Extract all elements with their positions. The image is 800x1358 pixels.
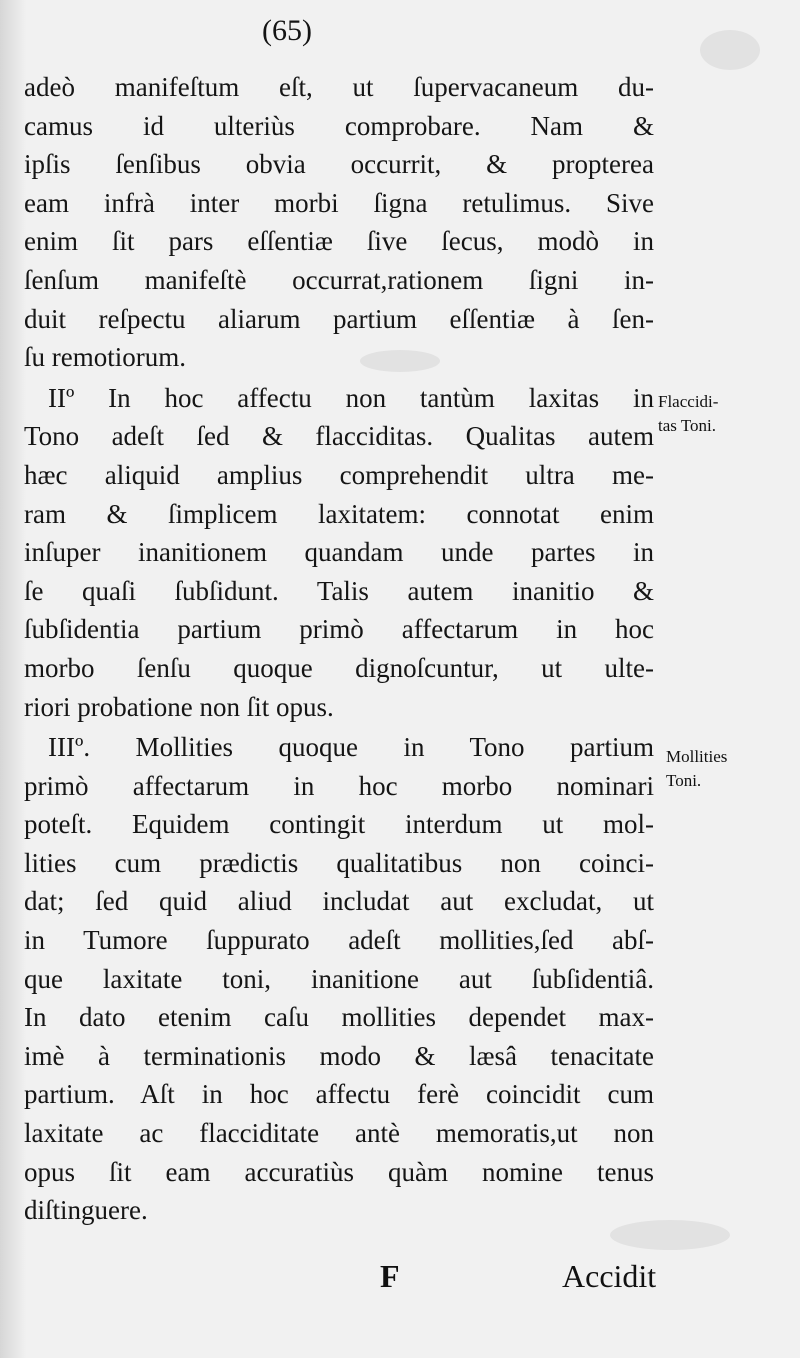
text-line: in Tumore ſuppurato adeſt mollities,ſed abſ- [24, 925, 654, 956]
text-line: que laxitate toni, inanitione aut ſubſidentiâ. [24, 963, 654, 994]
text-line: camus id ulteriùs comprobare. Nam & [24, 110, 654, 141]
text-line: dat; ſed quid aliud includat aut excludat, ut [24, 886, 654, 917]
text-line: laxitate ac flacciditate antè memoratis,ut non [24, 1118, 654, 1149]
text-line: imè à terminationis modo & læsâ tenacitate [24, 1040, 654, 1071]
text-line: In dato etenim caſu mollities dependet max- [24, 1002, 654, 1033]
text-line: adeò manifeſtum eſt, ut ſupervacaneum du- [24, 72, 654, 102]
text-line: diſtinguere. [24, 1195, 148, 1226]
text-line: enim ſit pars eſſentiæ ſive ſecus, modò in [24, 226, 654, 257]
text-line: ſenſum manifeſtè occurrat,rationem ſigni in- [24, 264, 654, 295]
text-line: IIIº. Mollities quoque in Tono partium [48, 732, 654, 763]
text-line: eam infrà inter morbi ſigna retulimus. Sive [24, 187, 654, 218]
body-text [24, 68, 654, 1230]
text-line: morbo ſenſu quoque dignoſcuntur, ut ulte- [24, 652, 654, 683]
margin-note-flacciditas [658, 390, 718, 438]
text-line: ram & ſimplicem laxitatem: connotat enim [24, 498, 654, 529]
text-line: duit reſpectu aliarum partium eſſentiæ à ſen- [24, 303, 654, 334]
margin-note-line: tas Toni. [658, 416, 716, 435]
text-line: IIº In hoc affectu non tantùm laxitas in [48, 382, 654, 413]
text-line: poteſt. Equidem contingit interdum ut mol- [24, 809, 654, 840]
text-line: hæc aliquid amplius comprehendit ultra me- [24, 459, 654, 490]
catchword: Accidit [562, 1258, 657, 1294]
text-line: riori probatione non ſit opus. [24, 691, 334, 722]
text-line: partium. Aſt in hoc affectu ferè coincidit cum [24, 1079, 654, 1110]
text-line: primò affectarum in hoc morbo nominari [24, 770, 654, 801]
margin-note-line: Toni. [666, 771, 702, 790]
text-line: lities cum prædictis qualitatibus non coinci- [24, 847, 654, 878]
margin-note-line: Mollities [666, 747, 728, 766]
text-line: Tono adeſt ſed & flacciditas. Qualitas autem [24, 421, 654, 452]
paper-stain [700, 30, 760, 70]
margin-note-mollities [666, 745, 727, 793]
text-line: ſubſidentia partium primò affectarum in hoc [24, 614, 654, 645]
page-number: (65) [262, 14, 312, 47]
margin-note-line: Flaccidi- [658, 392, 719, 411]
page-edge-shadow [0, 0, 26, 1358]
text-line: ipſis ſenſibus obvia occurrit, & propterea [24, 149, 654, 180]
signature-mark: F [380, 1258, 400, 1294]
text-line: ſe quaſi ſubſidunt. Talis autem inanitio & [24, 575, 654, 606]
text-line: ſu remotiorum. [24, 342, 186, 373]
text-line: inſuper inanitionem quandam unde partes in [24, 537, 654, 568]
text-line: opus ſit eam accuratiùs quàm nomine tenus [24, 1156, 654, 1187]
